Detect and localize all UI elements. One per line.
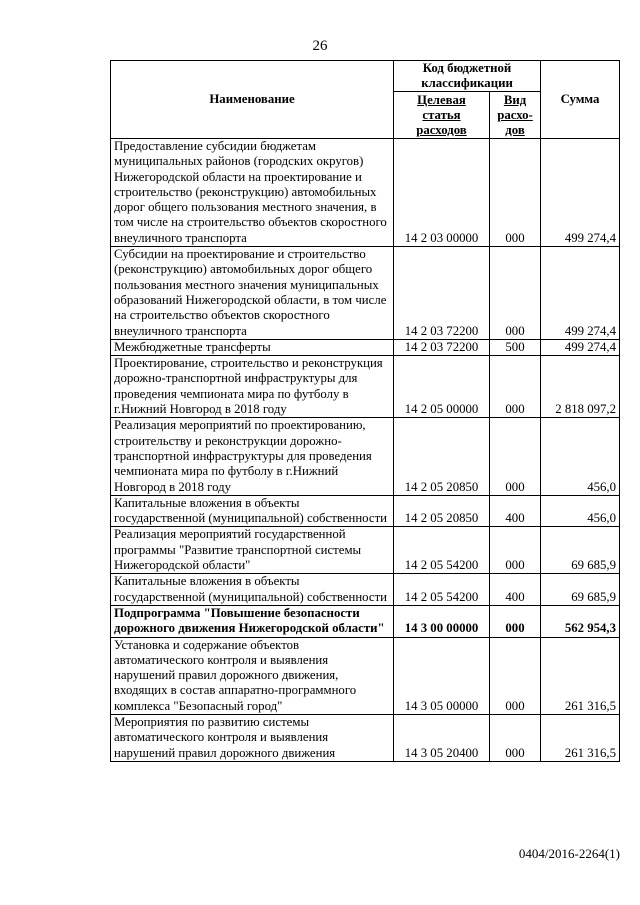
row-expense-type: 000 xyxy=(490,356,541,418)
row-name: Капитальные вложения в объекты государственной (муниципальной) собственности xyxy=(111,574,394,606)
row-name: Субсидии на проектирование и строительство (реконструкцию) автомобильных дорог общего пользования местного значения муниципальных образований Нижегородской области, в том числе на строительство объектов скоростного внеуличного транспорта xyxy=(111,247,394,340)
row-expense-type: 000 xyxy=(490,714,541,761)
row-expense-type: 400 xyxy=(490,574,541,606)
row-expense-type: 000 xyxy=(490,637,541,714)
header-amount: Сумма xyxy=(541,61,620,139)
row-amount: 562 954,3 xyxy=(541,605,620,637)
row-amount: 456,0 xyxy=(541,495,620,527)
row-expense-type: 000 xyxy=(490,139,541,247)
row-name: Мероприятия по развитию системы автоматического контроля и выявления нарушений правил дорожного движения xyxy=(111,714,394,761)
table-header xyxy=(111,61,620,139)
row-target-article: 14 3 00 00000 xyxy=(394,605,490,637)
row-target-article: 14 2 05 20850 xyxy=(394,495,490,527)
document-number: 0404/2016-2264(1) xyxy=(518,846,620,861)
row-expense-type: 000 xyxy=(490,605,541,637)
table-row xyxy=(111,637,620,714)
row-name: Установка и содержание объектов автоматического контроля и выявления нарушений правил дорожного движения, входящих в состав аппаратно-программного комплекса "Безопасный город" xyxy=(111,637,394,714)
table-row xyxy=(111,605,620,637)
table-row xyxy=(111,139,620,247)
row-name: Предоставление субсидии бюджетам муниципальных районов (городских округов) Нижегородской области на проектирование и строительство (реконструкцию) автомобильных дорог общего пользования местного значения, в том числе на строительство объектов скоростного внеуличного транспорта xyxy=(111,139,394,247)
row-name: Подпрограмма "Повышение безопасности дорожного движения Нижегородской области" xyxy=(111,605,394,637)
row-amount: 499 274,4 xyxy=(541,247,620,340)
row-expense-type: 400 xyxy=(490,495,541,527)
row-name: Капитальные вложения в объекты государственной (муниципальной) собственности xyxy=(111,495,394,527)
header-expense-type: Вид расхо-дов xyxy=(490,92,541,139)
row-name: Реализация мероприятий государственной программы "Развитие транспортной системы Нижегородской области" xyxy=(111,527,394,574)
header-target-article: Целевая статья расходов xyxy=(394,92,490,139)
table-row xyxy=(111,247,620,340)
row-target-article: 14 2 05 54200 xyxy=(394,527,490,574)
table-row xyxy=(111,527,620,574)
header-name: Наименование xyxy=(111,61,394,139)
row-amount: 69 685,9 xyxy=(541,527,620,574)
row-name: Межбюджетные трансферты xyxy=(111,339,394,355)
row-amount: 499 274,4 xyxy=(541,139,620,247)
row-amount: 69 685,9 xyxy=(541,574,620,606)
row-name: Реализация мероприятий по проектированию, строительству и реконструкции дорожно-транспортной инфраструктуры для проведения чемпионата мира по футболу в г.Нижний Новгород в 2018 году xyxy=(111,418,394,495)
row-target-article: 14 2 05 54200 xyxy=(394,574,490,606)
row-expense-type: 000 xyxy=(490,527,541,574)
table-row xyxy=(111,418,620,495)
table-row xyxy=(111,495,620,527)
budget-table xyxy=(110,60,620,762)
page-number: 26 xyxy=(312,38,328,54)
row-amount: 456,0 xyxy=(541,418,620,495)
table-row xyxy=(111,714,620,761)
row-target-article: 14 3 05 00000 xyxy=(394,637,490,714)
row-expense-type: 000 xyxy=(490,418,541,495)
row-target-article: 14 2 05 20850 xyxy=(394,418,490,495)
table-row xyxy=(111,574,620,606)
row-target-article: 14 2 03 00000 xyxy=(394,139,490,247)
row-target-article: 14 2 03 72200 xyxy=(394,247,490,340)
row-amount: 261 316,5 xyxy=(541,714,620,761)
table-row xyxy=(111,339,620,355)
row-target-article: 14 2 03 72200 xyxy=(394,339,490,355)
table-row xyxy=(111,356,620,418)
row-amount: 261 316,5 xyxy=(541,637,620,714)
table-body xyxy=(111,139,620,762)
header-budget-classification: Код бюджетной классификации xyxy=(394,61,541,92)
row-target-article: 14 3 05 20400 xyxy=(394,714,490,761)
row-target-article: 14 2 05 00000 xyxy=(394,356,490,418)
row-amount: 2 818 097,2 xyxy=(541,356,620,418)
row-expense-type: 500 xyxy=(490,339,541,355)
row-name: Проектирование, строительство и реконструкция дорожно-транспортной инфраструктуры для проведения чемпионата мира по футболу в г.Нижний Новгород в 2018 году xyxy=(111,356,394,418)
row-amount: 499 274,4 xyxy=(541,339,620,355)
row-expense-type: 000 xyxy=(490,247,541,340)
